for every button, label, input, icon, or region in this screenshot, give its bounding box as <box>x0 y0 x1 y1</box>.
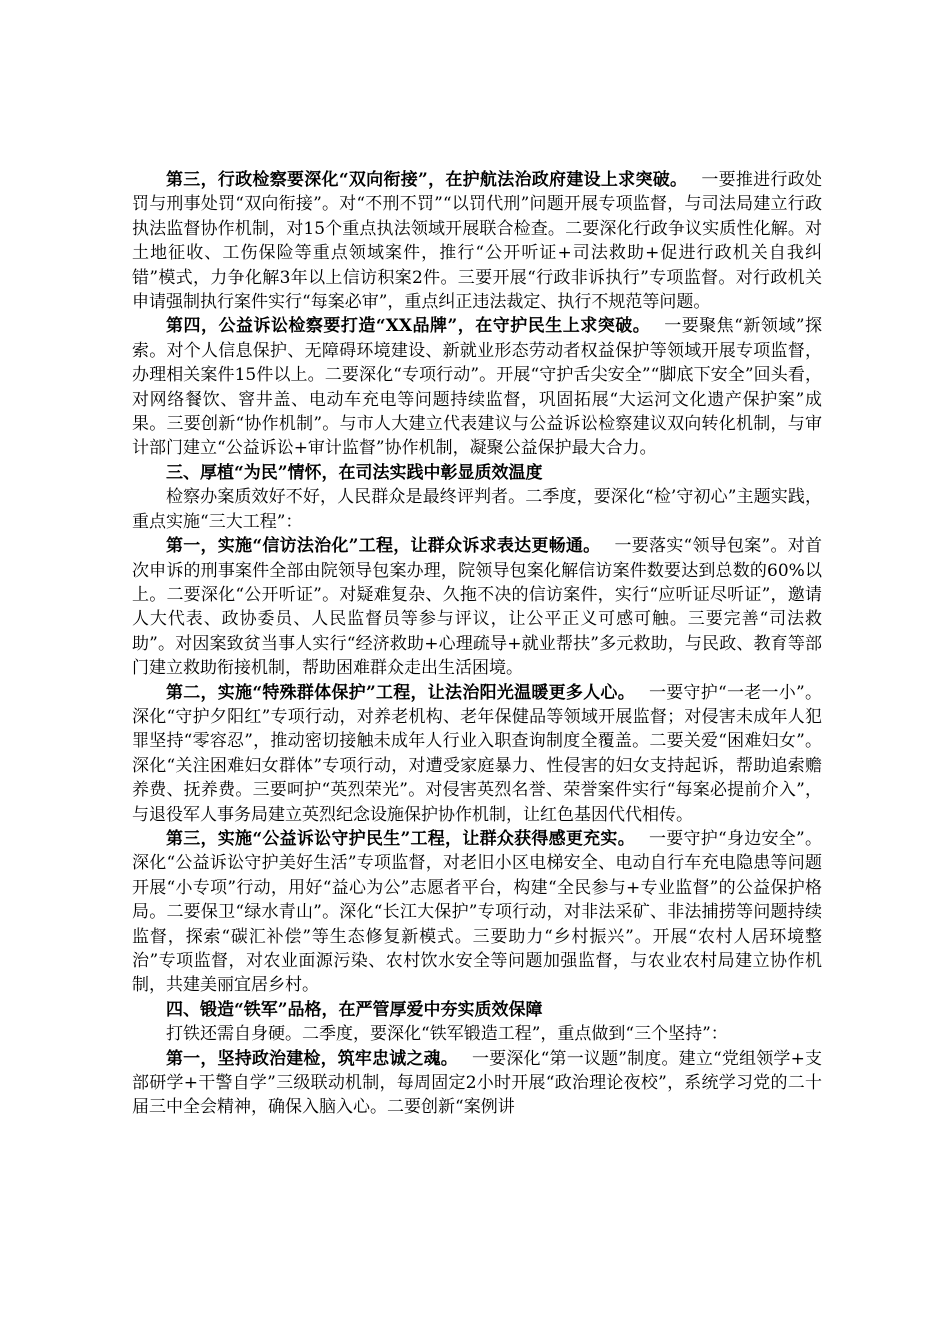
paragraph-lead: 第四，公益诉讼检察要打造“XX品牌”，在守护民生上求突破。 <box>166 316 651 337</box>
paragraph-body: 检察办案质效好不好，人民群众是最终评判者。二季度，要深化“检’守初心”主题实践，重点实施“三大工程”： <box>132 487 822 532</box>
section-heading-3: 三、厚植“为民”情怀，在司法实践中彰显质效温度 <box>166 462 543 483</box>
paragraph-body: 一要推进行政处罚与刑事处罚“双向衔接”。对“不刑不罚”“以罚代刑”问题开展专项监督，与司法局建立行政执法监督协作机制，对15个重点执法领域开展联合检查。二要深化行政争议实质性化解。对土地征收、工伤保险等重点领域案件，推行“公开听证+司法救助+促进行政机关自我纠错”模式，力争化解3年以上信访积案2件。三要开展“行政非诉执行”专项监督。对行政机关申请强制执行案件实行“每案必审”，重点纠正违法裁定、执行不规范等问题。 <box>132 170 823 313</box>
paragraph-admin-procuratorate <box>132 168 822 314</box>
paragraph-public-interest <box>132 314 822 460</box>
paragraph-political-building <box>132 1047 822 1120</box>
paragraph-lead: 第二，实施“特殊群体保护”工程，让法治阳光温暖更多人心。 <box>166 682 635 703</box>
paragraph-special-groups <box>132 681 822 827</box>
paragraph-body: 一要守护“一老一小”。深化“守护夕阳红”专项行动，对养老机构、老年保健品等领域开展监督；对侵害未成年人犯罪坚持“零容忍”，推动密切接触未成年人行业入职查询制度全覆盖。二要关爱“困难妇女”。深化“关注困难妇女群体”专项行动，对遭受家庭暴力、性侵害的妇女支持起诉，帮助追索赡养费、抚养费。三要呵护“英烈荣光”。对侵害英烈名誉、荣誉案件实行“每案必提前介入”，与退役军人事务局建立英烈纪念设施保护协作机制，让红色基因代代相传。 <box>132 682 822 825</box>
paragraph-lead: 第三，实施“公益诉讼守护民生”工程，让群众获得感更充实。 <box>166 828 635 849</box>
paragraph-body: 打铁还需自身硬。二季度，要深化“铁军锻造工程”，重点做到“三个坚持”： <box>166 1024 728 1045</box>
paragraph-section-3-intro <box>132 485 822 534</box>
paragraph-lead: 第一，实施“信访法治化”工程，让群众诉求表达更畅通。 <box>166 536 601 557</box>
paragraph-body: 一要聚焦“新领域”探索。对个人信息保护、无障碍环境建设、新就业形态劳动者权益保护等领域开展专项监督，办理相关案件15件以上。二要深化“专项行动”。开展“守护舌尖安全”“脚底下安全”回头看，对网络餐饮、窨井盖、电动车充电等问题持续监督，巩固拓展“大运河文化遗产保护案”成果。三要创新“协作机制”。与市人大建立代表建议与公益诉讼检察建议双向转化机制，与审计部门建立“公益诉讼+审计监督”协作机制，凝聚公益保护最大合力。 <box>132 316 823 459</box>
document-page <box>132 168 822 1120</box>
paragraph-body: 一要深化“第一议题”制度。建立“党组领学+支部研学+干警自学”三级联动机制，每周固定2小时开展“政治理论夜校”，系统学习党的二十届三中全会精神，确保入脑入心。二要创新“案例讲 <box>132 1048 822 1118</box>
paragraph-lead: 第三，行政检察要深化“双向衔接”，在护航法治政府建设上求突破。 <box>166 170 688 190</box>
paragraph-body: 一要落实“领导包案”。对首次申诉的刑事案件全部由院领导包案办理，院领导包案化解信访案件数要达到总数的60%以上。二要深化“公开听证”。对疑难复杂、久拖不决的信访案件，实行“应听证尽听证”，邀请人大代表、政协委员、人民监督员等参与评议，让公平正义可感可触。三要完善“司法救助”。对因案致贫当事人实行“经济救助+心理疏导+就业帮扶”多元救助，与民政、教育等部门建立救助衔接机制，帮助困难群众走出生活困境。 <box>132 536 822 679</box>
paragraph-section-4-intro <box>132 1022 822 1046</box>
paragraph-body: 一要守护“身边安全”。深化“公益诉讼守护美好生活”专项监督，对老旧小区电梯安全、电动自行车充电隐患等问题开展“小专项”行动，用好“益心为公”志愿者平台，构建“全民参与+专业监督”的公益保护格局。二要保卫“绿水青山”。深化“长江大保护”专项行动，对非法采矿、非法捕捞等问题持续监督，探索“碳汇补偿”等生态修复新模式。三要助力“乡村振兴”。开展“农村人居环境整治”专项监督，对农业面源污染、农村饮水安全等问题加强监督，与农业农村局建立协作机制，共建美丽宜居乡村。 <box>132 828 822 996</box>
paragraph-public-interest-livelihood <box>132 827 822 998</box>
paragraph-petition <box>132 534 822 680</box>
section-heading-4: 四、锻造“铁军”品格，在严管厚爱中夯实质效保障 <box>166 999 543 1020</box>
paragraph-lead: 第一，坚持政治建检，筑牢忠诚之魂。 <box>166 1048 458 1069</box>
